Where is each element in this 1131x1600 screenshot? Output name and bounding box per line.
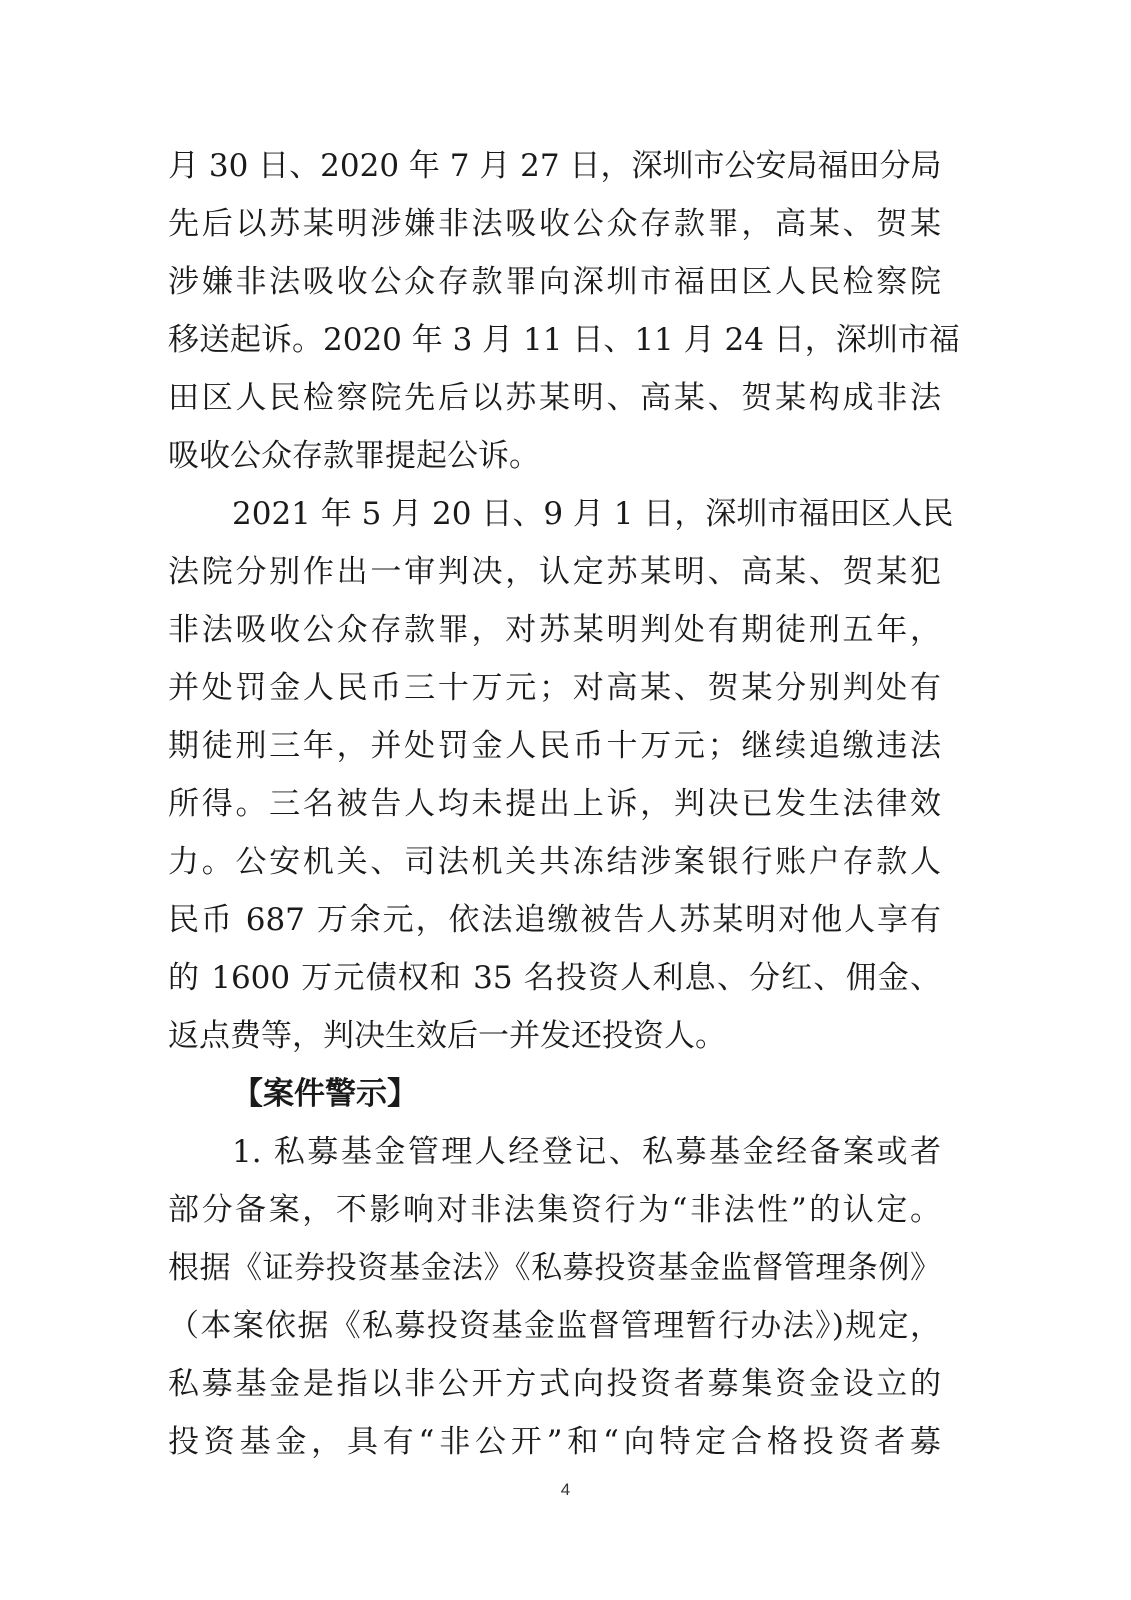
text-line-13: 力。公安机关、司法机关共冻结涉案银行账户存款人 [168, 844, 941, 880]
text-line-16: 返点费等，判决生效后一并发还投资人。 [168, 1018, 726, 1054]
text-line-4: 移送起诉。2020 年 3 月 11 日、11 月 24 日，深圳市福 [168, 322, 960, 358]
text-line-18: 1. 私募基金管理人经登记、私募基金经备案或者 [232, 1134, 941, 1170]
page-number: 4 [560, 1480, 571, 1499]
text-line-10: 并处罚金人民币三十万元；对高某、贺某分别判处有 [168, 670, 941, 706]
text-line-7: 2021 年 5 月 20 日、9 月 1 日，深圳市福田区人民 [232, 496, 954, 532]
text-line-23: 投资基金，具有“非公开”和“向特定合格投资者募 [168, 1424, 941, 1460]
text-line-20: 根据《证券投资基金法》《私募投资基金监督管理条例》 [168, 1250, 941, 1286]
text-line-12: 所得。三名被告人均未提出上诉，判决已发生法律效 [168, 786, 941, 822]
text-line-19: 部分备案，不影响对非法集资行为“非法性”的认定。 [168, 1192, 941, 1228]
text-line-5: 田区人民检察院先后以苏某明、高某、贺某构成非法 [168, 380, 941, 416]
text-line-21: （本案依据《私募投资基金监督管理暂行办法》)规定， [168, 1308, 941, 1344]
text-line-15: 的 1600 万元债权和 35 名投资人利息、分红、佣金、 [168, 960, 941, 996]
text-line-1: 月 30 日、2020 年 7 月 27 日，深圳市公安局福田分局 [168, 148, 942, 184]
text-line-2: 先后以苏某明涉嫌非法吸收公众存款罪，高某、贺某 [168, 206, 941, 242]
text-line-11: 期徒刑三年，并处罚金人民币十万元；继续追缴违法 [168, 728, 941, 764]
text-line-14: 民币 687 万余元，依法追缴被告人苏某明对他人享有 [168, 902, 941, 938]
text-line-3: 涉嫌非法吸收公众存款罪向深圳市福田区人民检察院 [168, 264, 941, 300]
text-line-9: 非法吸收公众存款罪，对苏某明判处有期徒刑五年， [168, 612, 941, 648]
text-line-6: 吸收公众存款罪提起公诉。 [168, 438, 540, 474]
text-line-22: 私募基金是指以非公开方式向投资者募集资金设立的 [168, 1366, 941, 1402]
section-heading: 【案件警示】 [232, 1076, 418, 1112]
text-line-8: 法院分别作出一审判决，认定苏某明、高某、贺某犯 [168, 554, 941, 590]
